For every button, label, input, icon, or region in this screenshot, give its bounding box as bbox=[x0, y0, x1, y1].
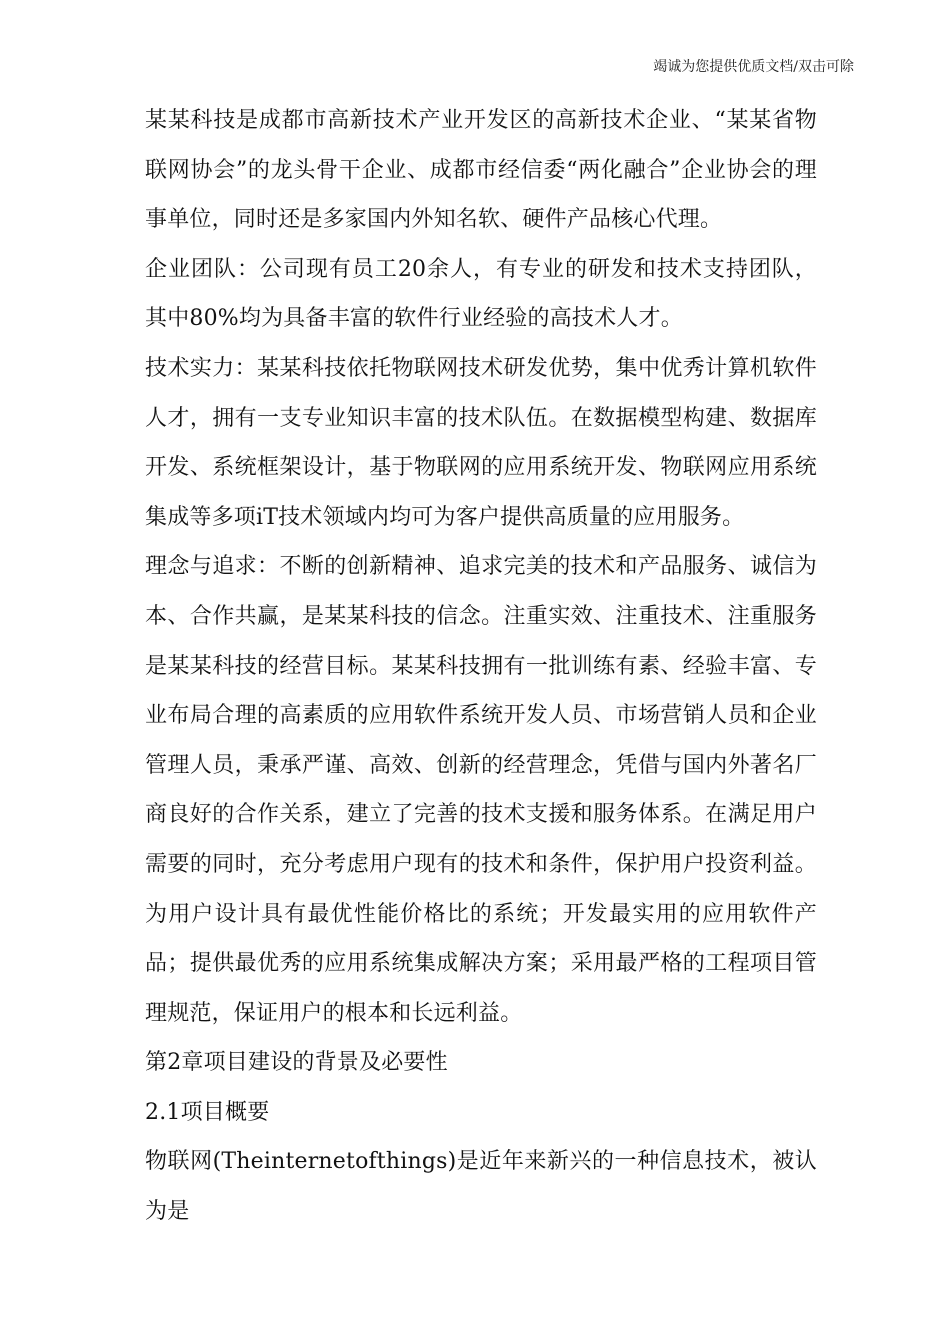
paragraph-tech-strength: 技术实力：某某科技依托物联网技术研发优势，集中优秀计算机软件人才，拥有一支专业知识丰富的技术队伍。在数据模型构建、数据库开发、系统框架设计，基于物联网的应用系统开发、物联网应用系统集成等多项iT技术领域内均可为客户提供高质量的应用服务。 bbox=[145, 355, 817, 530]
paragraph-team: 企业团队：公司现有员工20余人，有专业的研发和技术支持团队，其中80%均为具备丰富的软件行业经验的高技术人才。 bbox=[145, 256, 817, 332]
section-heading: 2.1项目概要 bbox=[145, 1099, 270, 1125]
paragraph-philosophy: 理念与追求：不断的创新精神、追求完美的技术和产品服务、诚信为本、合作共赢，是某某科技的信念。注重实效、注重技术、注重服务是某某科技的经营目标。某某科技拥有一批训练有素、经验丰富、专业布局合理的高素质的应用软件系统开发人员、市场营销人员和企业管理人员，秉承严谨、高效、创新的经营理念，凭借与国内外著名厂商良好的合作关系，建立了完善的技术支援和服务体系。在满足用户需要的同时，充分考虑用户现有的技术和条件，保护用户投资利益。为用户设计具有最优性能价格比的系统；开发最实用的应用软件产品；提供最优秀的应用系统集成解决方案；采用最严格的工程项目管理规范，保证用户的根本和长远利益。 bbox=[145, 554, 817, 1026]
document-body bbox=[145, 96, 817, 1237]
paragraph-iot-intro: 物联网(Theinternetofthings)是近年来新兴的一种信息技术，被认为是 bbox=[145, 1149, 817, 1225]
page-header: 竭诚为您提供优质文档/双击可除 bbox=[653, 59, 854, 75]
paragraph-company-intro: 某某科技是成都市高新技术产业开发区的高新技术企业、“某某省物联网协会”的龙头骨干企业、成都市经信委“两化融合”企业协会的理事单位，同时还是多家国内外知名软、硬件产品核心代理。 bbox=[145, 108, 817, 233]
chapter-heading: 第2章项目建设的背景及必要性 bbox=[145, 1050, 448, 1076]
